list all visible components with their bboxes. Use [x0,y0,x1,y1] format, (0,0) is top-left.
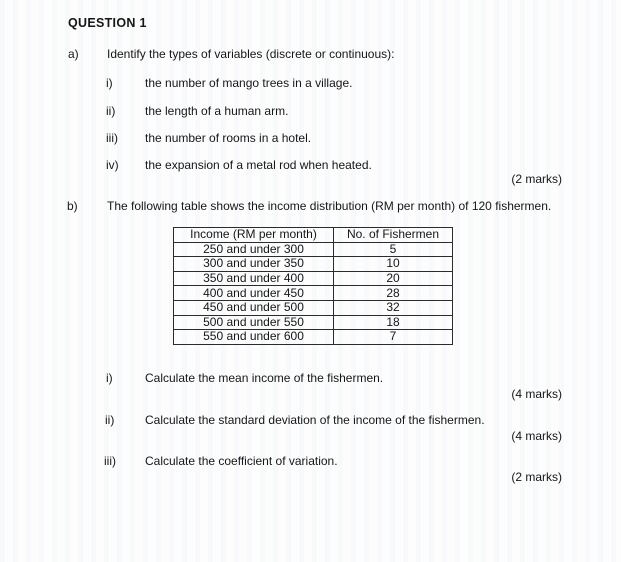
table-row [174,315,453,330]
cell-fishermen: 18 [334,315,453,330]
cell-income: 350 and under 400 [174,271,334,286]
header-income: Income (RM per month) [174,228,334,243]
part-b-prompt: The following table shows the income distribution (RM per month) of 120 fishermen. [107,199,552,213]
table-row [174,271,453,286]
table-header-row [174,228,453,243]
table-row [174,286,453,301]
question-marks: (2 marks) [511,470,562,484]
cell-fishermen: 7 [334,330,453,345]
cell-fishermen: 20 [334,271,453,286]
cell-income: 250 and under 300 [174,242,334,257]
cell-income: 450 and under 500 [174,300,334,315]
cell-fishermen: 32 [334,300,453,315]
part-a-prompt: Identify the types of variables (discrete or continuous): [107,47,395,61]
table-row [174,330,453,345]
cell-income: 300 and under 350 [174,257,334,272]
question-label: iii) [104,454,116,468]
table-row [174,242,453,257]
income-distribution-table [173,227,453,345]
item-text: the length of a human arm. [145,104,289,118]
question-label: ii) [105,413,115,427]
item-text: the number of rooms in a hotel. [145,131,312,145]
question-marks: (4 marks) [511,429,562,443]
cell-income: 500 and under 550 [174,315,334,330]
question-text: Calculate the coefficient of variation. [145,454,338,468]
item-text: the expansion of a metal rod when heated. [145,158,372,172]
item-label: ii) [106,104,116,118]
cell-fishermen: 5 [334,242,453,257]
part-a-label: a) [68,47,79,61]
question-text: Calculate the mean income of the fishermen. [145,371,384,385]
table-row [174,257,453,272]
item-label: iv) [106,158,119,172]
cell-income: 400 and under 450 [174,286,334,301]
header-fishermen: No. of Fishermen [334,228,453,243]
part-a-marks: (2 marks) [511,172,562,186]
item-label: iii) [106,131,118,145]
question-marks: (4 marks) [511,387,562,401]
part-b-label: b) [67,199,78,213]
table-row [174,300,453,315]
question-text: Calculate the standard deviation of the income of the fishermen. [145,413,485,427]
cell-fishermen: 10 [334,257,453,272]
question-title: QUESTION 1 [68,16,147,30]
cell-fishermen: 28 [334,286,453,301]
cell-income: 550 and under 600 [174,330,334,345]
item-text: the number of mango trees in a village. [145,76,353,90]
item-label: i) [106,76,113,90]
question-label: i) [106,371,113,385]
